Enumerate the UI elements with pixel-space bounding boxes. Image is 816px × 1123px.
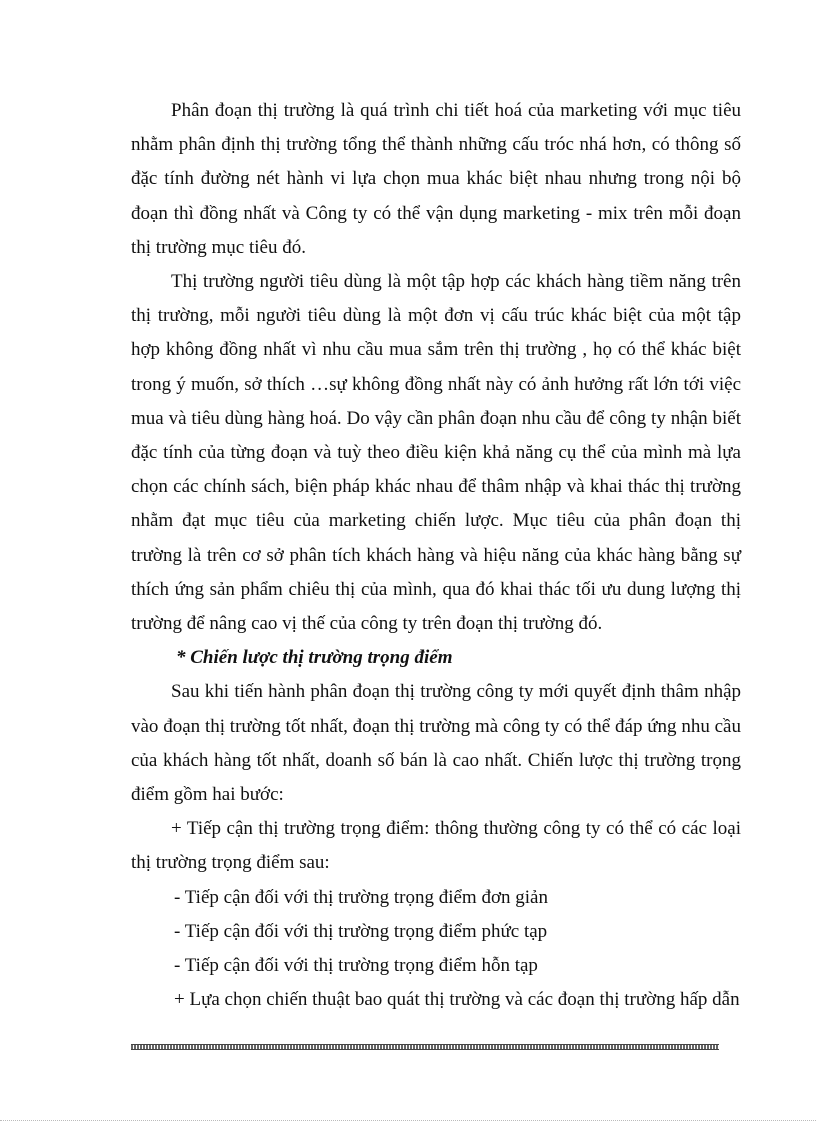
list-item: - Tiếp cận đối với thị trường trọng điểm hỗn tạp <box>174 955 538 977</box>
paragraph-consumer-market: Thị trường người tiêu dùng là một tập hợp các khách hàng tiềm năng trên thị trường, mỗi người tiêu dùng là một đơn vị cấu trúc khác biệt của một tập hợp không đồng nhất vì nhu cầu mua sắm trên thị trường , họ có thể khác biệt trong ý muốn, sở thích …sự không đồng nhất này có ảnh hưởng rất lớn tới việc mua và tiêu dùng hàng hoá. Do vậy cần phân đoạn nhu cầu để công ty nhận biết đặc tính của từng đoạn và tuỳ theo điều kiện khả năng cụ thể của mình mà lựa chọn các chính sách, biện pháp khác nhau để thâm nhập và khai thác thị trường nhằm đạt mục tiêu của marketing chiến lược. Mục tiêu của phân đoạn thị trường là trên cơ sở phân tích khách hàng và hiệu năng của khác hàng bằng sự thích ứng sản phẩm chiêu thị của mình, qua đó khai thác tối ưu dung lượng thị trường để nâng cao vị thế của công ty trên đoạn thị trường đó. <box>131 271 741 635</box>
document-body <box>131 94 741 1017</box>
footer-divider <box>131 1044 719 1050</box>
paragraph-step-approach: + Tiếp cận thị trường trọng điểm: thông thường công ty có thể có các loại thị trường trọng điểm sau: <box>131 818 741 874</box>
paragraph-step-tactics: + Lựa chọn chiến thuật bao quát thị trường và các đoạn thị trường hấp dẫn <box>174 989 740 1011</box>
paragraph-target-market-strategy: Sau khi tiến hành phân đoạn thị trường công ty mới quyết định thâm nhập vào đoạn thị trường tốt nhất, đoạn thị trường mà công ty có thể đáp ứng nhu cầu của khách hàng tốt nhất, doanh số bán là cao nhất. Chiến lược thị trường trọng điểm gồm hai bước: <box>131 681 741 806</box>
section-heading: * Chiến lược thị trường trọng điểm <box>176 647 453 669</box>
list-item: - Tiếp cận đối với thị trường trọng điểm phức tạp <box>174 920 548 942</box>
list-item: - Tiếp cận đối với thị trường trọng điểm đơn giản <box>174 886 548 908</box>
page-bottom-edge <box>0 1120 816 1121</box>
paragraph-market-segmentation: Phân đoạn thị trường là quá trình chi tiết hoá của marketing với mục tiêu nhằm phân định thị trường tổng thể thành những cấu tróc nhá hơn, có thông số đặc tính đường nét hành vi lựa chọn mua khác biệt nhau nhưng trong nội bộ đoạn thì đồng nhất và Công ty có thể vận dụng marketing - mix trên mỗi đoạn thị trường mục tiêu đó. <box>131 100 741 258</box>
